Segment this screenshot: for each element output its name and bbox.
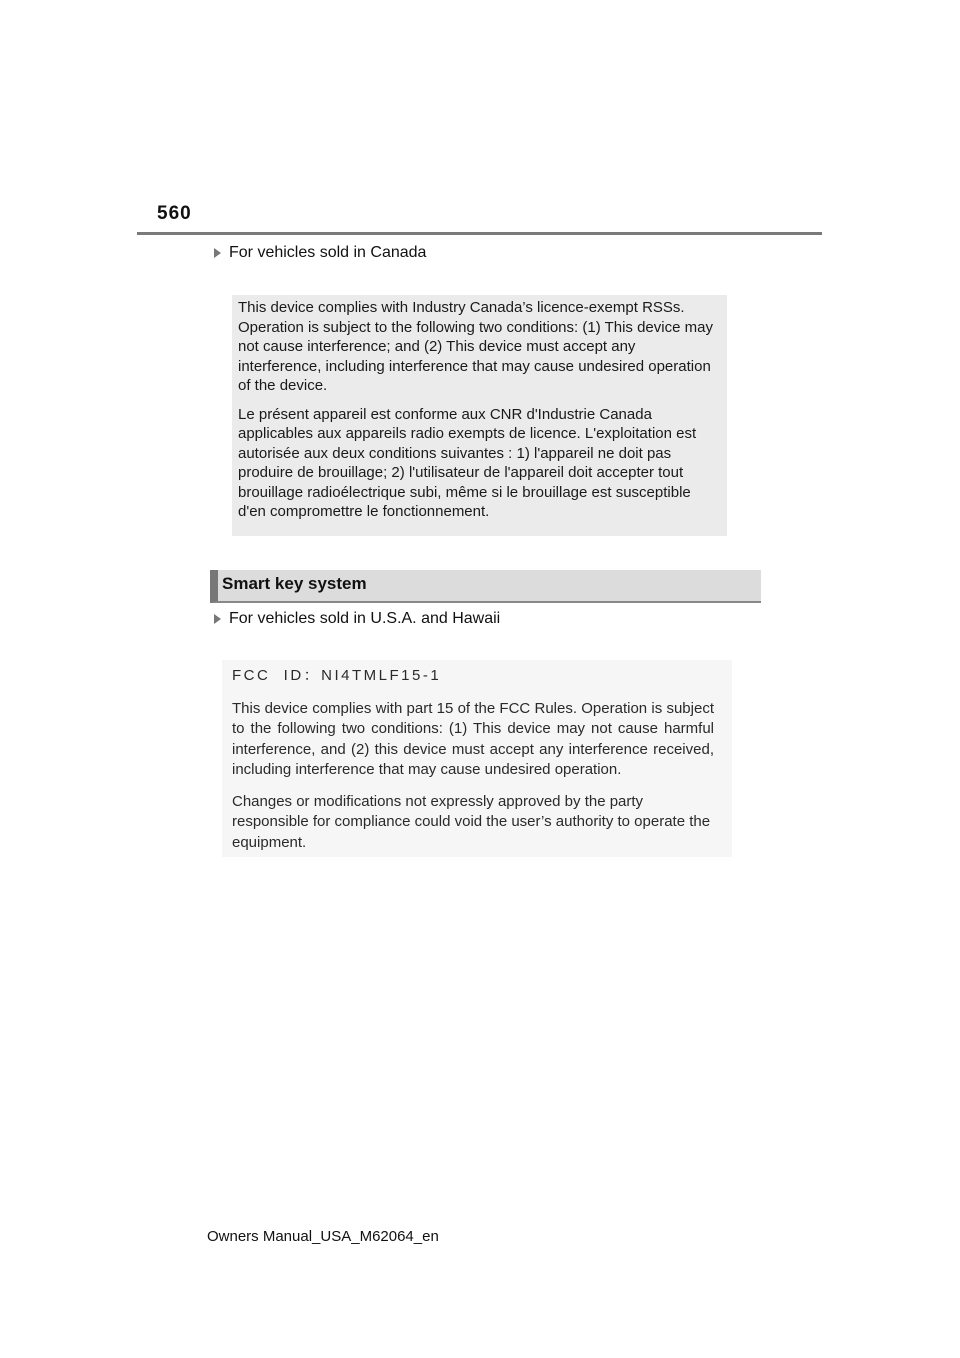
canada-bullet (214, 244, 426, 262)
footer-text: Owners Manual_USA_M62064_en (207, 1228, 439, 1245)
canada-compliance-image (232, 295, 727, 536)
page-number: 560 (157, 203, 192, 224)
usa-bullet (214, 610, 500, 628)
canada-bullet-text: For vehicles sold in Canada (229, 244, 427, 261)
section-heading: Smart key system (210, 570, 761, 603)
triangle-bullet-icon (214, 248, 221, 258)
triangle-bullet-icon (214, 614, 221, 624)
usa-bullet-text: For vehicles sold in U.S.A. and Hawaii (229, 610, 501, 627)
fcc-compliance-image (222, 660, 732, 857)
header-rule (137, 232, 822, 235)
fcc-paragraph-2: Changes or modifications not expressly approved by the party responsible for compliance could void the user’s authority to operate the equipment. (232, 792, 711, 851)
canada-english-text: This device complies with Industry Canada’s licence-exempt RSSs. Operation is subject to the following two conditions: (1) This device may not cause interference; and (2) This device must accept any interference, including interference that may cause undesired operation of the device. (238, 299, 713, 394)
canada-french-text: Le présent appareil est conforme aux CNR d'Industrie Canada applicables aux appareils radio exempts de licence. L'exploitation est autorisée aux deux conditions suivantes : 1) l'appareil ne doit pas produire de brouillage; 2) l'utilisateur de l'appareil doit accepter tout brouillage radioélectrique subi, même si le brouillage est susceptible d'en compromettre le fonctionnement. (238, 405, 697, 520)
fcc-id: FCC ID：NI4TMLF15-1 (232, 667, 442, 684)
fcc-paragraph-1: This device complies with part 15 of the FCC Rules. Operation is subject to the following two conditions: (1) This device may not cause harmful interference, and (2) this device must accept any interference received, including interference that may cause undesired operation. (232, 699, 714, 778)
